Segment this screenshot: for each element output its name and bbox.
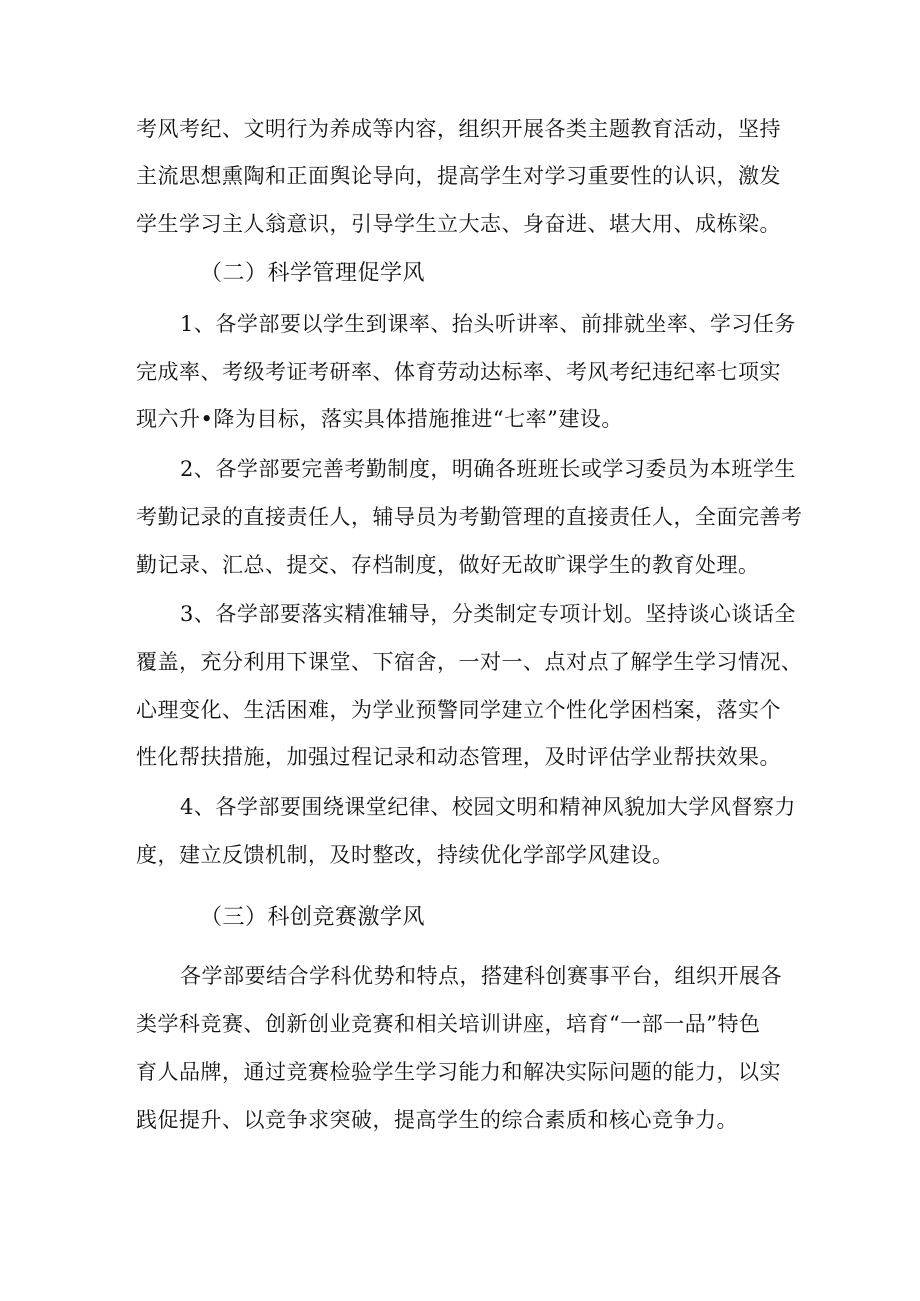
paragraph-line: 覆盖，充分利用下课堂、下宿舍，一对一、点对点了解学生学习情况、: [136, 650, 803, 674]
paragraph-line: 2、各学部要完善考勤制度，明确各班班长或学习委员为本班学生: [180, 457, 796, 481]
paragraph-line: 4、各学部要围绕课堂纪律、校园文明和精神风貌加大学风督察力: [180, 795, 796, 819]
paragraph-line: 考风考纪、文明行为养成等内容，组织开展各类主题教育活动，坚持: [136, 117, 781, 141]
paragraph-line: 完成率、考级考证考研率、体育劳动达标率、考风考纪违纪率七项实: [136, 360, 781, 384]
paragraph-line: 1、各学部要以学生到课率、抬头听讲率、前排就坐率、学习任务: [180, 312, 796, 336]
paragraph-line: 3、各学部要落实精准辅导，分类制定专项计划。坚持谈心谈话全: [180, 602, 796, 626]
paragraph-line: 各学部要结合学科优势和特点，搭建科创赛事平台，组织开展各: [180, 964, 782, 988]
paragraph-line: 主流思想熏陶和正面舆论导向，提高学生对学习重要性的认识，激发: [136, 164, 781, 188]
paragraph-line: 践促提升、以竞争求突破，提高学生的综合素质和核心竞争力。: [136, 1108, 738, 1132]
paragraph-line: 考勤记录的直接责任人，辅导员为考勤管理的直接责任人，全面完善考: [136, 505, 803, 529]
section-heading-3: （三）科创竞赛激学风: [200, 905, 426, 930]
paragraph-line: 勤记录、汇总、提交、存档制度，做好无故旷课学生的教育处理。: [136, 553, 760, 577]
paragraph-line: 类学科竞赛、创新创业竞赛和相关培训讲座，培育“一部一品”特色: [136, 1012, 761, 1036]
paragraph-line: 心理变化、生活困难，为学业预警同学建立个性化学困档案，落实个: [136, 698, 781, 722]
paragraph-line: 性化帮扶措施，加强过程记录和动态管理，及时评估学业帮扶效果。: [136, 745, 781, 769]
paragraph-line: 现六升•降为目标，落实具体措施推进“七率”建设。: [136, 407, 623, 431]
paragraph-line: 度，建立反馈机制，及时整改，持续优化学部学风建设。: [136, 843, 674, 867]
paragraph-line: 育人品牌，通过竞赛检验学生学习能力和解决实际问题的能力，以实: [136, 1060, 781, 1084]
section-heading-2: （二）科学管理促学风: [200, 261, 426, 286]
paragraph-line: 学生学习主人翁意识，引导学生立大志、身奋进、堪大用、成栋梁。: [136, 212, 781, 236]
